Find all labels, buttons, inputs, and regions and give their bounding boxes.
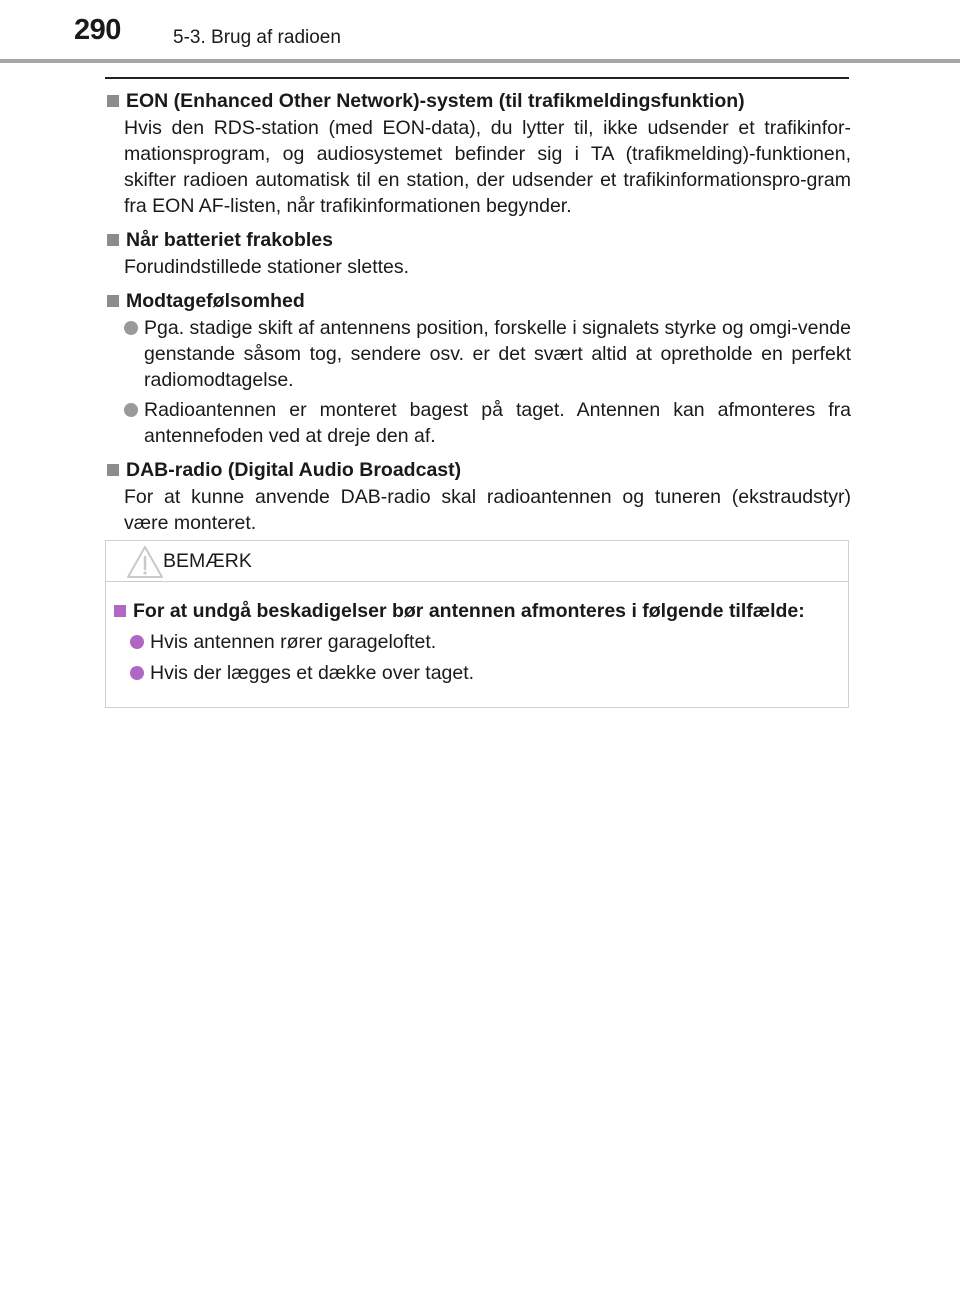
list-item-text: Radioantennen er monteret bagest på taget. Antennen kan afmonteres fra antennefoden ved at dreje den af. <box>144 399 851 447</box>
list-item <box>130 660 848 686</box>
list-item <box>124 397 851 449</box>
list-item-text: Hvis antennen rører garageloftet. <box>150 631 437 653</box>
square-bullet-icon <box>107 95 119 107</box>
section-heading: EON (Enhanced Other Network)-system (til trafikmeldingsfunktion) <box>126 89 745 112</box>
circle-bullet-icon <box>124 403 138 417</box>
circle-bullet-icon <box>130 635 144 649</box>
notice-header <box>106 541 848 582</box>
section-heading: DAB-radio (Digital Audio Broadcast) <box>126 458 462 481</box>
section-battery <box>105 225 851 280</box>
notice-box <box>105 540 849 708</box>
square-bullet-icon <box>107 234 119 246</box>
warning-triangle-icon <box>126 545 164 579</box>
square-bullet-icon <box>107 464 119 476</box>
section-text: For at kunne anvende DAB-radio skal radioantennen og tuneren (ekstraudstyr) være monteret. <box>124 486 851 534</box>
square-bullet-icon <box>114 605 126 617</box>
chapter-title: 5-3. Brug af radioen <box>173 27 341 48</box>
section-text: Forudindstillede stationer slettes. <box>124 256 410 278</box>
circle-bullet-icon <box>124 321 138 335</box>
section-reception <box>105 286 851 449</box>
list-item-text: Hvis der lægges et dække over taget. <box>150 662 475 684</box>
list-item-text: Pga. stadige skift af antennens position, forskelle i signalets styrke og omgi-vende genstande såsom tog, sendere osv. er det svært altid at opretholde en perfekt radiomodtagelse. <box>144 317 851 391</box>
main-content <box>105 86 851 542</box>
circle-bullet-icon <box>130 666 144 680</box>
notice-heading: For at undgå beskadigelser bør antennen afmonteres i følgende tilfælde: <box>133 599 805 622</box>
section-divider <box>105 77 849 79</box>
page-header <box>0 0 960 62</box>
section-heading: Modtagefølsomhed <box>126 289 305 312</box>
notice-title: BEMÆRK <box>163 550 252 572</box>
section-text: Hvis den RDS-station (med EON-data), du lytter til, ikke udsender et trafikinfor-mationsprogram, og audiosystemet befinder sig i TA (trafikmelding)-funktionen, skifter radioen automatisk til en station, der udsender et trafikinformationspro-gram fra EON AF-listen, når trafikinformationen begynder. <box>124 117 851 217</box>
square-bullet-icon <box>107 295 119 307</box>
section-heading: Når batteriet frakobles <box>126 228 333 251</box>
list-item <box>124 315 851 393</box>
notice-body <box>106 582 848 686</box>
section-dab <box>105 455 851 536</box>
page-number: 290 <box>74 14 121 46</box>
section-eon <box>105 86 851 219</box>
header-rule <box>0 59 960 63</box>
list-item <box>130 629 848 655</box>
